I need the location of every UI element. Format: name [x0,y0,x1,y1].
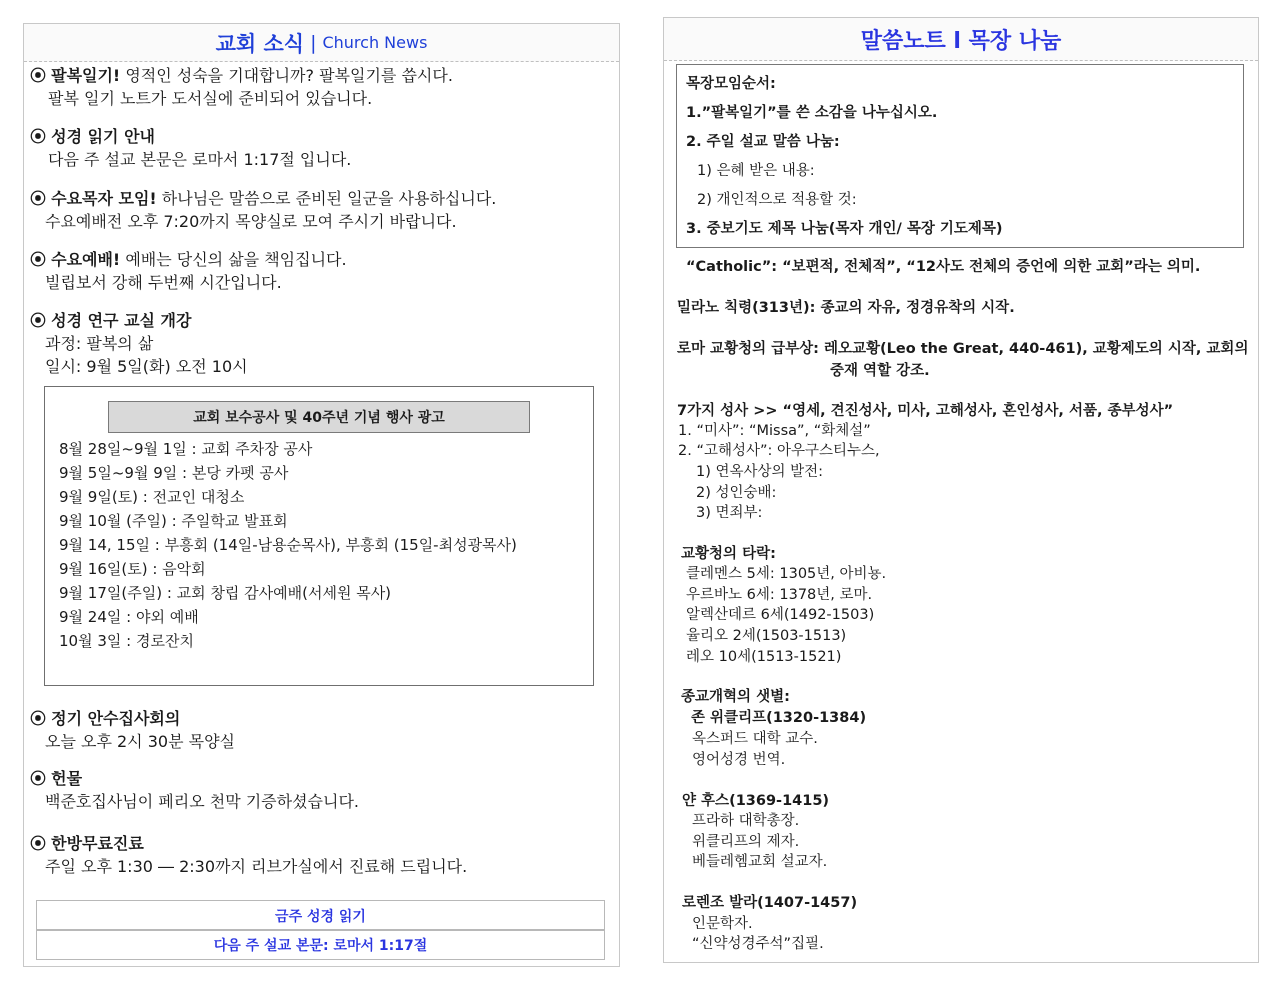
event-line: 9월 24일 : 야외 예배 [59,608,199,626]
bullet-icon: ⦿ [30,127,47,146]
meeting-order-heading: 목장모임순서: [686,76,776,92]
papacy-line: 율리오 2세(1503-1513) [686,628,847,644]
header-korean-title: 교회 소식 [215,31,305,56]
meeting-order-step: 1.”팔복일기”를 쓴 소감을 나누십시오. [686,105,938,121]
papacy-line: 우르바노 6세: 1378년, 로마. [686,587,873,603]
news-item-line: 오늘 오후 2시 30분 목양실 [45,732,235,751]
news-item-title: 정기 안수집사회의 [51,709,181,728]
reform-title: 종교개혁의 샛별: [681,689,790,705]
news-item-title: 수요예배! [51,250,121,269]
event-announcement-box [44,386,594,686]
event-line: 9월 9일(토) : 전교인 대청소 [59,488,245,506]
bullet-icon: ⦿ [30,709,47,728]
sacrament-line: 2. “고해성사”: 아우구스티누스, [678,443,880,459]
sermon-note-header [664,18,1258,61]
weekly-reading-title: 금주 성경 읽기 [36,900,605,931]
header-separator: | [310,31,317,54]
wycliffe-line: 영어성경 번역. [692,752,786,768]
news-item-diary [30,64,453,110]
church-news-panel [23,23,620,967]
event-line: 9월 10월 (주일) : 주일학교 발표회 [59,512,288,530]
news-item-line: 다음 주 설교 본문은 로마서 1:17절 입니다. [48,150,352,169]
news-item-donation [30,767,359,813]
papacy-line: 알렉산데르 6세(1492-1503) [686,607,875,623]
church-news-header [24,24,619,62]
milan-note: 밀라노 칙령(313년): 종교의 자유, 정경유착의 시작. [677,300,1015,316]
news-item-line: 수요예배전 오후 7:20까지 목양실로 모여 주시기 바랍니다. [45,212,457,231]
news-item-line: 백준호집사님이 페리오 천막 기증하셨습니다. [45,792,360,811]
valla-line: 인문학자. [692,916,753,932]
meeting-order-step: 3. 중보기도 제목 나눔(목자 개인/ 목장 기도제목) [686,221,1003,237]
bullet-icon: ⦿ [30,250,47,269]
news-item-title: 한방무료진료 [51,834,144,853]
valla-line: “신약성경주석”집필. [692,936,824,952]
sermon-note-title: 말씀노트 l 목장 나눔 [860,28,1062,54]
event-line: 9월 14, 15일 : 부흥회 (14일-남용순목사), 부흥회 (15일-최성광목사) [59,536,517,554]
news-item-line: 팔복 일기 노트가 도서실에 준비되어 있습니다. [48,89,373,108]
leo-note-line1: 로마 교황청의 급부상: 레오교황(Leo the Great, 440-461), 교황제도의 시작, 교회의 [677,341,1249,357]
weekly-reading-text: 다음 주 설교 본문: 로마서 1:17절 [36,929,605,960]
bullet-icon: ⦿ [30,311,47,330]
news-item-title: 성경 읽기 안내 [51,127,155,146]
news-item-wednesday-leaders [30,187,496,233]
news-item-title: 팔복일기! [51,66,121,85]
news-item-bible-reading [30,125,351,171]
hus-title: 얀 후스(1369-1415) [682,793,830,809]
event-line: 9월 5일~9월 9일 : 본당 카펫 공사 [59,464,289,482]
papacy-title: 교황청의 타락: [681,546,776,562]
meeting-order-substep: 1) 은혜 받은 내용: [697,163,815,179]
meeting-order-step: 2. 주일 설교 말씀 나눔: [686,134,840,150]
meeting-order-box [676,64,1244,248]
meeting-order-substep: 2) 개인적으로 적용할 것: [697,192,857,208]
news-item-line: 예배는 당신의 삶을 책임집니다. [120,250,347,269]
news-item-title: 성경 연구 교실 개강 [51,311,192,330]
sacrament-line: 3) 면죄부: [696,505,763,521]
news-item-line: 영적인 성숙을 기대합니까? 팔복일기를 씁시다. [120,66,453,85]
hus-line: 베들레헴교회 설교자. [692,854,828,870]
news-item-title: 수요목자 모임! [51,189,157,208]
news-item-deacons-meeting [30,707,235,753]
sacraments-title: 7가지 성사 >> “영세, 견진성사, 미사, 고해성사, 혼인성사, 서품, 종부성사” [677,403,1174,419]
wycliffe-line: 옥스퍼드 대학 교수. [692,731,818,747]
sermon-note-panel [663,17,1259,963]
event-line: 10월 3일 : 경로잔치 [59,632,194,650]
event-line: 8월 28일~9월 1일 : 교회 주차장 공사 [59,440,313,458]
hus-line: 위클리프의 제자. [692,834,800,850]
valla-title: 로렌조 발라(1407-1457) [682,895,858,911]
sacrament-line: 2) 성인숭배: [696,485,777,501]
event-line: 9월 17일(주일) : 교회 창립 감사예배(서세원 목사) [59,584,392,602]
bullet-icon: ⦿ [30,66,47,85]
event-line: 9월 16일(토) : 음악회 [59,560,206,578]
news-item-bible-class [30,309,248,378]
papacy-line: 레오 10세(1513-1521) [686,649,842,665]
news-item-line: 일시: 9월 5일(화) 오전 10시 [45,357,248,376]
bullet-icon: ⦿ [30,834,47,853]
news-item-line: 빌립보서 강해 두번째 시간입니다. [45,273,282,292]
news-item-line: 하나님은 말씀으로 준비된 일군을 사용하십니다. [156,189,497,208]
leo-note-line2: 중재 역할 강조. [830,363,930,379]
wycliffe-title: 존 위클리프(1320-1384) [691,710,867,726]
bullet-icon: ⦿ [30,769,47,788]
hus-line: 프라하 대학총장. [692,813,800,829]
sacrament-line: 1. “미사”: “Missa”, “화체설” [678,423,871,439]
news-item-line: 과정: 팔복의 삶 [45,334,154,353]
news-item-free-clinic [30,832,467,878]
event-announcement-title: 교회 보수공사 및 40주년 기념 행사 광고 [108,401,530,433]
news-item-line: 주일 오후 1:30 ― 2:30까지 리브가실에서 진료해 드립니다. [45,857,468,876]
sacrament-line: 1) 연옥사상의 발전: [696,464,824,480]
bullet-icon: ⦿ [30,189,47,208]
catholic-note: “Catholic”: “보편적, 전체적”, “12사도 전체의 증언에 의한 교회”라는 의미. [686,259,1201,275]
header-english-title: Church News [322,33,428,52]
papacy-line: 클레멘스 5세: 1305년, 아비뇽. [686,566,887,582]
news-item-wednesday-worship [30,248,347,294]
news-item-title: 헌물 [51,769,83,788]
